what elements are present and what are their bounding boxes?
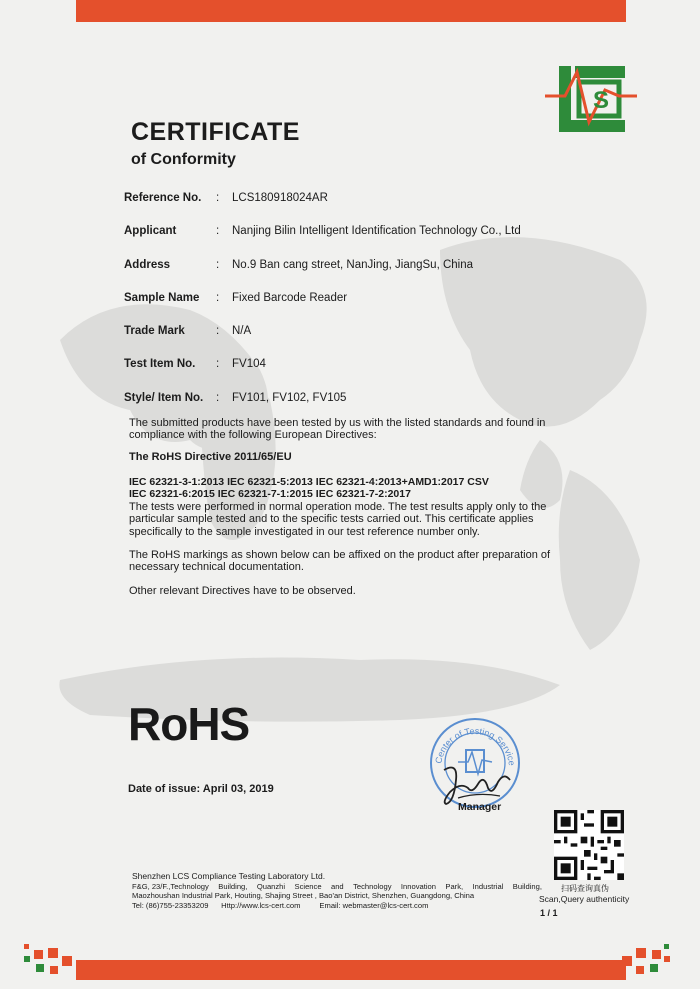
address-word: Innovation: [400, 881, 436, 891]
field-colon: :: [216, 225, 220, 238]
address-word: F&G, 23/F.,Technology: [132, 881, 209, 891]
certificate-title: CERTIFICATE: [131, 118, 300, 146]
manager-title: Manager: [458, 801, 502, 813]
lab-footer: [132, 872, 542, 910]
field-label: Trade Mark: [124, 325, 185, 338]
lab-address-line-2: Maozhoushan Industrial Park, Houting, Shajing Street , Bao'an District, Shenzhen, Guangdong, China: [132, 891, 475, 901]
page-number: 1 / 1: [540, 908, 558, 918]
field-applicant: [124, 225, 564, 258]
field-label: Address: [124, 258, 171, 271]
address-word: Technology: [353, 881, 392, 891]
lab-contact-line: [132, 901, 542, 911]
lab-address-line: [132, 882, 542, 892]
qr-code[interactable]: [554, 810, 624, 880]
lab-website-link[interactable]: Http://www.lcs-cert.com: [221, 900, 301, 910]
lab-name: Shenzhen LCS Compliance Testing Laboratory Ltd.: [132, 871, 326, 881]
field-colon: :: [216, 291, 220, 304]
field-value: FV101, FV102, FV105: [232, 391, 347, 404]
standards-line: IEC 62321-3-1:2013 IEC 62321-5:2013 IEC 62321-4:2013+AMD1:2017 CSV: [129, 476, 489, 488]
field-value: FV104: [232, 358, 266, 371]
field-colon: :: [216, 325, 220, 338]
lab-email-link[interactable]: Email: webmaster@lcs-cert.com: [319, 900, 429, 910]
issue-label: Date of issue:: [128, 783, 201, 795]
bottom-accent-bar: [76, 960, 626, 980]
markings-note-paragraph: The RoHS markings as shown below can be affixed on the product after preparation of necessary technical documentation.: [129, 549, 551, 574]
lcs-logo: [545, 66, 637, 132]
stamp-text: Center of Testing Service: [433, 725, 517, 767]
address-word: Industrial: [472, 881, 504, 891]
date-of-issue: [128, 783, 274, 795]
corner-decoration-right: [614, 944, 670, 976]
certificate-fields: [124, 192, 564, 425]
field-value: Nanjing Bilin Intelligent Identification Technology Co., Ltd: [232, 225, 521, 238]
tests-note-paragraph: The tests were performed in normal operation mode. The test results apply only to the particular sample tested and to the specific tests carried out. This certificate applies specifically to the sample investigated in our test reference number only.: [129, 501, 547, 538]
corner-decoration-left: [24, 944, 80, 976]
field-value: N/A: [232, 325, 252, 338]
logo-letter: S: [593, 87, 610, 114]
address-word: Building,: [512, 881, 542, 891]
field-label: Sample Name: [124, 291, 200, 304]
field-colon: :: [216, 391, 220, 404]
address-word: and: [330, 881, 344, 891]
standards-list: [129, 476, 569, 500]
standards-line: IEC 62321-6:2015 IEC 62321-7-1:2015 IEC 62321-7-2:2017: [129, 488, 411, 501]
field-value: Fixed Barcode Reader: [232, 291, 348, 304]
field-colon: :: [216, 192, 220, 204]
top-accent-bar: [76, 0, 626, 22]
field-colon: :: [216, 258, 220, 271]
field-label: Applicant: [124, 225, 177, 238]
field-label: Style/ Item No.: [124, 391, 204, 404]
intro-paragraph: The submitted products have been tested by us with the listed standards and found in compliance with the following European Directives:: [129, 417, 546, 442]
field-colon: :: [216, 358, 220, 371]
address-word: Building,: [218, 881, 248, 891]
field-address: [124, 259, 564, 292]
field-sample-name: [124, 292, 564, 325]
certificate-subtitle: of Conformity: [131, 151, 236, 168]
issue-date-value: April 03, 2019: [202, 783, 274, 795]
address-word: Science: [294, 881, 322, 891]
qr-caption: Scan,Query authenticity: [539, 894, 630, 904]
field-test-item-no: [124, 358, 564, 391]
qr-chinese-caption: 扫码查询真伪: [561, 884, 609, 893]
field-label: Reference No.: [124, 192, 202, 204]
field-trade-mark: [124, 325, 564, 358]
address-word: Quanzhi: [256, 881, 286, 891]
field-value: LCS180918024AR: [232, 192, 328, 204]
rohs-mark: RoHS: [128, 698, 250, 750]
other-directives-note: Other relevant Directives have to be observed.: [129, 585, 356, 597]
address-word: Park,: [445, 881, 464, 891]
lab-tel: Tel: (86)755-23353209: [132, 900, 209, 910]
field-reference-no: [124, 192, 564, 225]
directive-title: The RoHS Directive 2011/65/EU: [129, 451, 292, 463]
field-label: Test Item No.: [124, 358, 196, 371]
field-value: No.9 Ban cang street, NanJing, JiangSu, China: [232, 258, 474, 271]
